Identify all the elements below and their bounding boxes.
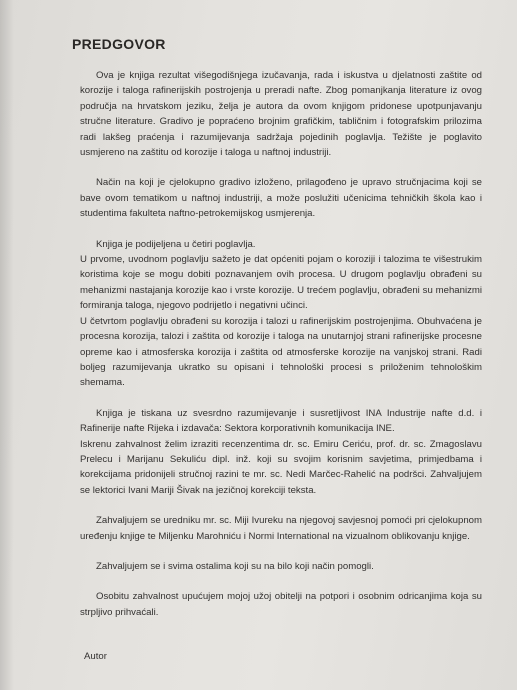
author-signature: Autor: [84, 651, 107, 662]
paragraph-audience: Način na koji je cjelokupno gradivo izloženo, prilagođeno je upravo stručnjacima koji se bave ovom tematikom u naftnoj industriji, a može poslužiti učenicima tehničkih škola kao i studentima fakulteta naftno-petrokemijskog usmjerenja.: [80, 177, 482, 220]
paragraph-reviewers: Iskrenu zahvalnost želim izraziti recenzentima dr. sc. Emiru Ceriću, prof. dr. sc. Zmagoslavu Prelecu i Marijanu Sekuliću dipl. inž. koji su svojim korisnim savjetima, primjedbama i korekcijama pridonijeli stručnoj razini te mr. sc. Nedi Marčec-Rahelić na podršci. Zahvaljujem se lektorici Ivani Mariji Šivak na jezičnoj korekciji teksta.: [80, 438, 482, 496]
paragraph-publisher: Knjiga je tiskana uz svesrdno razumijevanje i susretljivost INA Industrije nafte d.d. i Rafinerije nafte Rijeka i izdavača: Sektora korporativnih komunikacija INE.: [80, 407, 482, 435]
paragraph-chapters-1-3: U prvome, uvodnom poglavlju sažeto je dat općeniti pojam o koroziji i talozima te višestrukim koristima koje se mogu dobiti poznavanjem ovih procesa. U drugom poglavlju obrađeni su mehanizmi nastajanja korozije kao i vrste korozije. U trećem poglavlju, obrađeni su mehanizmi formiranja taloga, njegovo podrijetlo i negativni učinci.: [80, 254, 482, 312]
paragraph-chapter-4: U četvrtom poglavlju obrađeni su korozija i talozi u rafinerijskim postrojenjima. Obuhvaćena je procesna korozija, talozi i zaštita od korozije i taloga na unutarnjoj strani rafinerijske procesne opreme kao i atmosferska korozija i zaštita od atmosferske korozije na vanjskoj strani. Radi boljeg razumijevanja ukratko su opisani i tehnološki procesi s priloženim tehnološkim shemama.: [80, 315, 482, 389]
preface-body: [80, 68, 482, 620]
paragraph-structure: Knjiga je podijeljena u četiri poglavlja.: [96, 238, 256, 250]
paragraph-thanks-all: Zahvaljujem se i svima ostalima koji su na bilo koji način pomogli.: [96, 560, 374, 572]
page-title: PREDGOVOR: [72, 36, 166, 52]
paragraph-editor: Zahvaljujem se uredniku mr. sc. Miji Ivureku na njegovoj savjesnoj pomoći pri cjelokupnom uređenju knjige te Miljenku Marohniću i Normi International na vizualnom oblikovanju knjige.: [80, 515, 482, 542]
page-edge-shadow: [0, 0, 14, 690]
paragraph-intro: Ova je knjiga rezultat višegodišnjega izučavanja, rada i iskustva u djelatnosti zaštite od korozije i taloga rafinerijskih postrojenja u preradi nafte. Zbog pomanjkanja literature iz ovog područja na hrvatskom jeziku, želja je autora da ovom knjigom pridonese upotpunjavanju stručne literature. Gradivo je popraćeno brojnim grafičkim, tabličnim i fotografskim prilozima radi lakšeg praćenja i razumijevanja sadržaja pojedinih poglavlja. Težište je poglavito usmjereno na zaštitu od korozije i taloga u naftnoj industriji.: [80, 70, 482, 159]
paragraph-family: Osobitu zahvalnost upućujem mojoj užoj obitelji na potpori i osobnim odricanjima koja su strpljivo prihvaćali.: [80, 591, 482, 618]
